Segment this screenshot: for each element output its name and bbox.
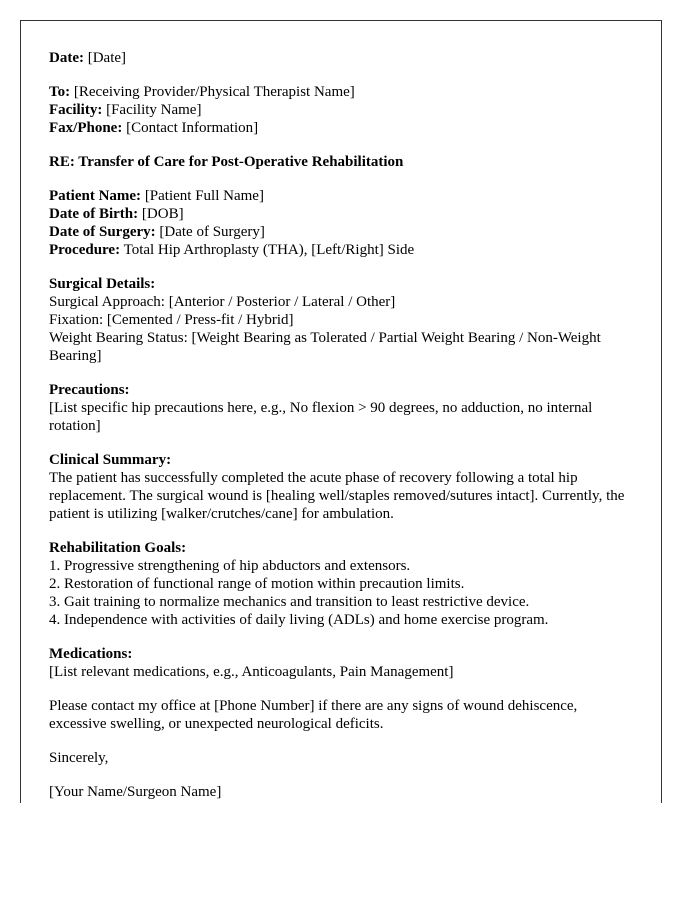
- list-item: 1. Progressive strengthening of hip abductors and extensors.: [49, 558, 411, 574]
- date-line: Date: [Date]: [49, 50, 127, 66]
- signature: [Your Name/Surgeon Name]: [49, 784, 222, 800]
- precautions: Precautions: [List specific hip precautions here, e.g., No flexion > 90 degrees, no adduction, no internal rotation]: [49, 382, 593, 434]
- surgical-details: Surgical Details: Surgical Approach: [Anterior / Posterior / Lateral / Other] Fixation: [Cemented / Press-fit / Hybrid] Weight Bearing Status: [Weight Bearing as Tolerated / Partial Weight Bearing / Non-Weight Bearing]: [49, 276, 601, 364]
- letter-page: [20, 20, 662, 803]
- signoff: Sincerely,: [49, 750, 109, 766]
- list-item: 4. Independence with activities of daily living (ADLs) and home exercise program.: [49, 612, 549, 628]
- clinical-summary: Clinical Summary: The patient has successfully completed the acute phase of recovery following a total hip replacement. The surgical wound is [healing well/staples removed/sutures intact]. Currently, the patient is utilizing [walker/crutches/cane] for ambulation.: [49, 452, 625, 522]
- list-item: 2. Restoration of functional range of motion within precaution limits.: [49, 576, 465, 592]
- rehab-goals: Rehabilitation Goals: 1. Progressive strengthening of hip abductors and extensors. 2. Restoration of functional range of motion within precaution limits. 3. Gait training to normalize mechanics and transition to least restrictive device. 4. Independence with activities of daily living (ADLs) and home exercise program.: [49, 540, 549, 628]
- list-item: 3. Gait training to normalize mechanics and transition to least restrictive device.: [49, 594, 530, 610]
- closing-note: Please contact my office at [Phone Number] if there are any signs of wound dehiscence, excessive swelling, or unexpected neurological deficits.: [49, 698, 578, 732]
- medications: Medications: [List relevant medications, e.g., Anticoagulants, Pain Management]: [49, 646, 454, 680]
- recipient-block: To: [Receiving Provider/Physical Therapist Name] Facility: [Facility Name] Fax/Phone: [Contact Information]: [49, 84, 355, 136]
- patient-block: Patient Name: [Patient Full Name] Date of Birth: [DOB] Date of Surgery: [Date of Surgery] Procedure: Total Hip Arthroplasty (THA), [Left/Right] Side: [49, 188, 415, 258]
- subject-line: RE: Transfer of Care for Post-Operative Rehabilitation: [49, 154, 404, 170]
